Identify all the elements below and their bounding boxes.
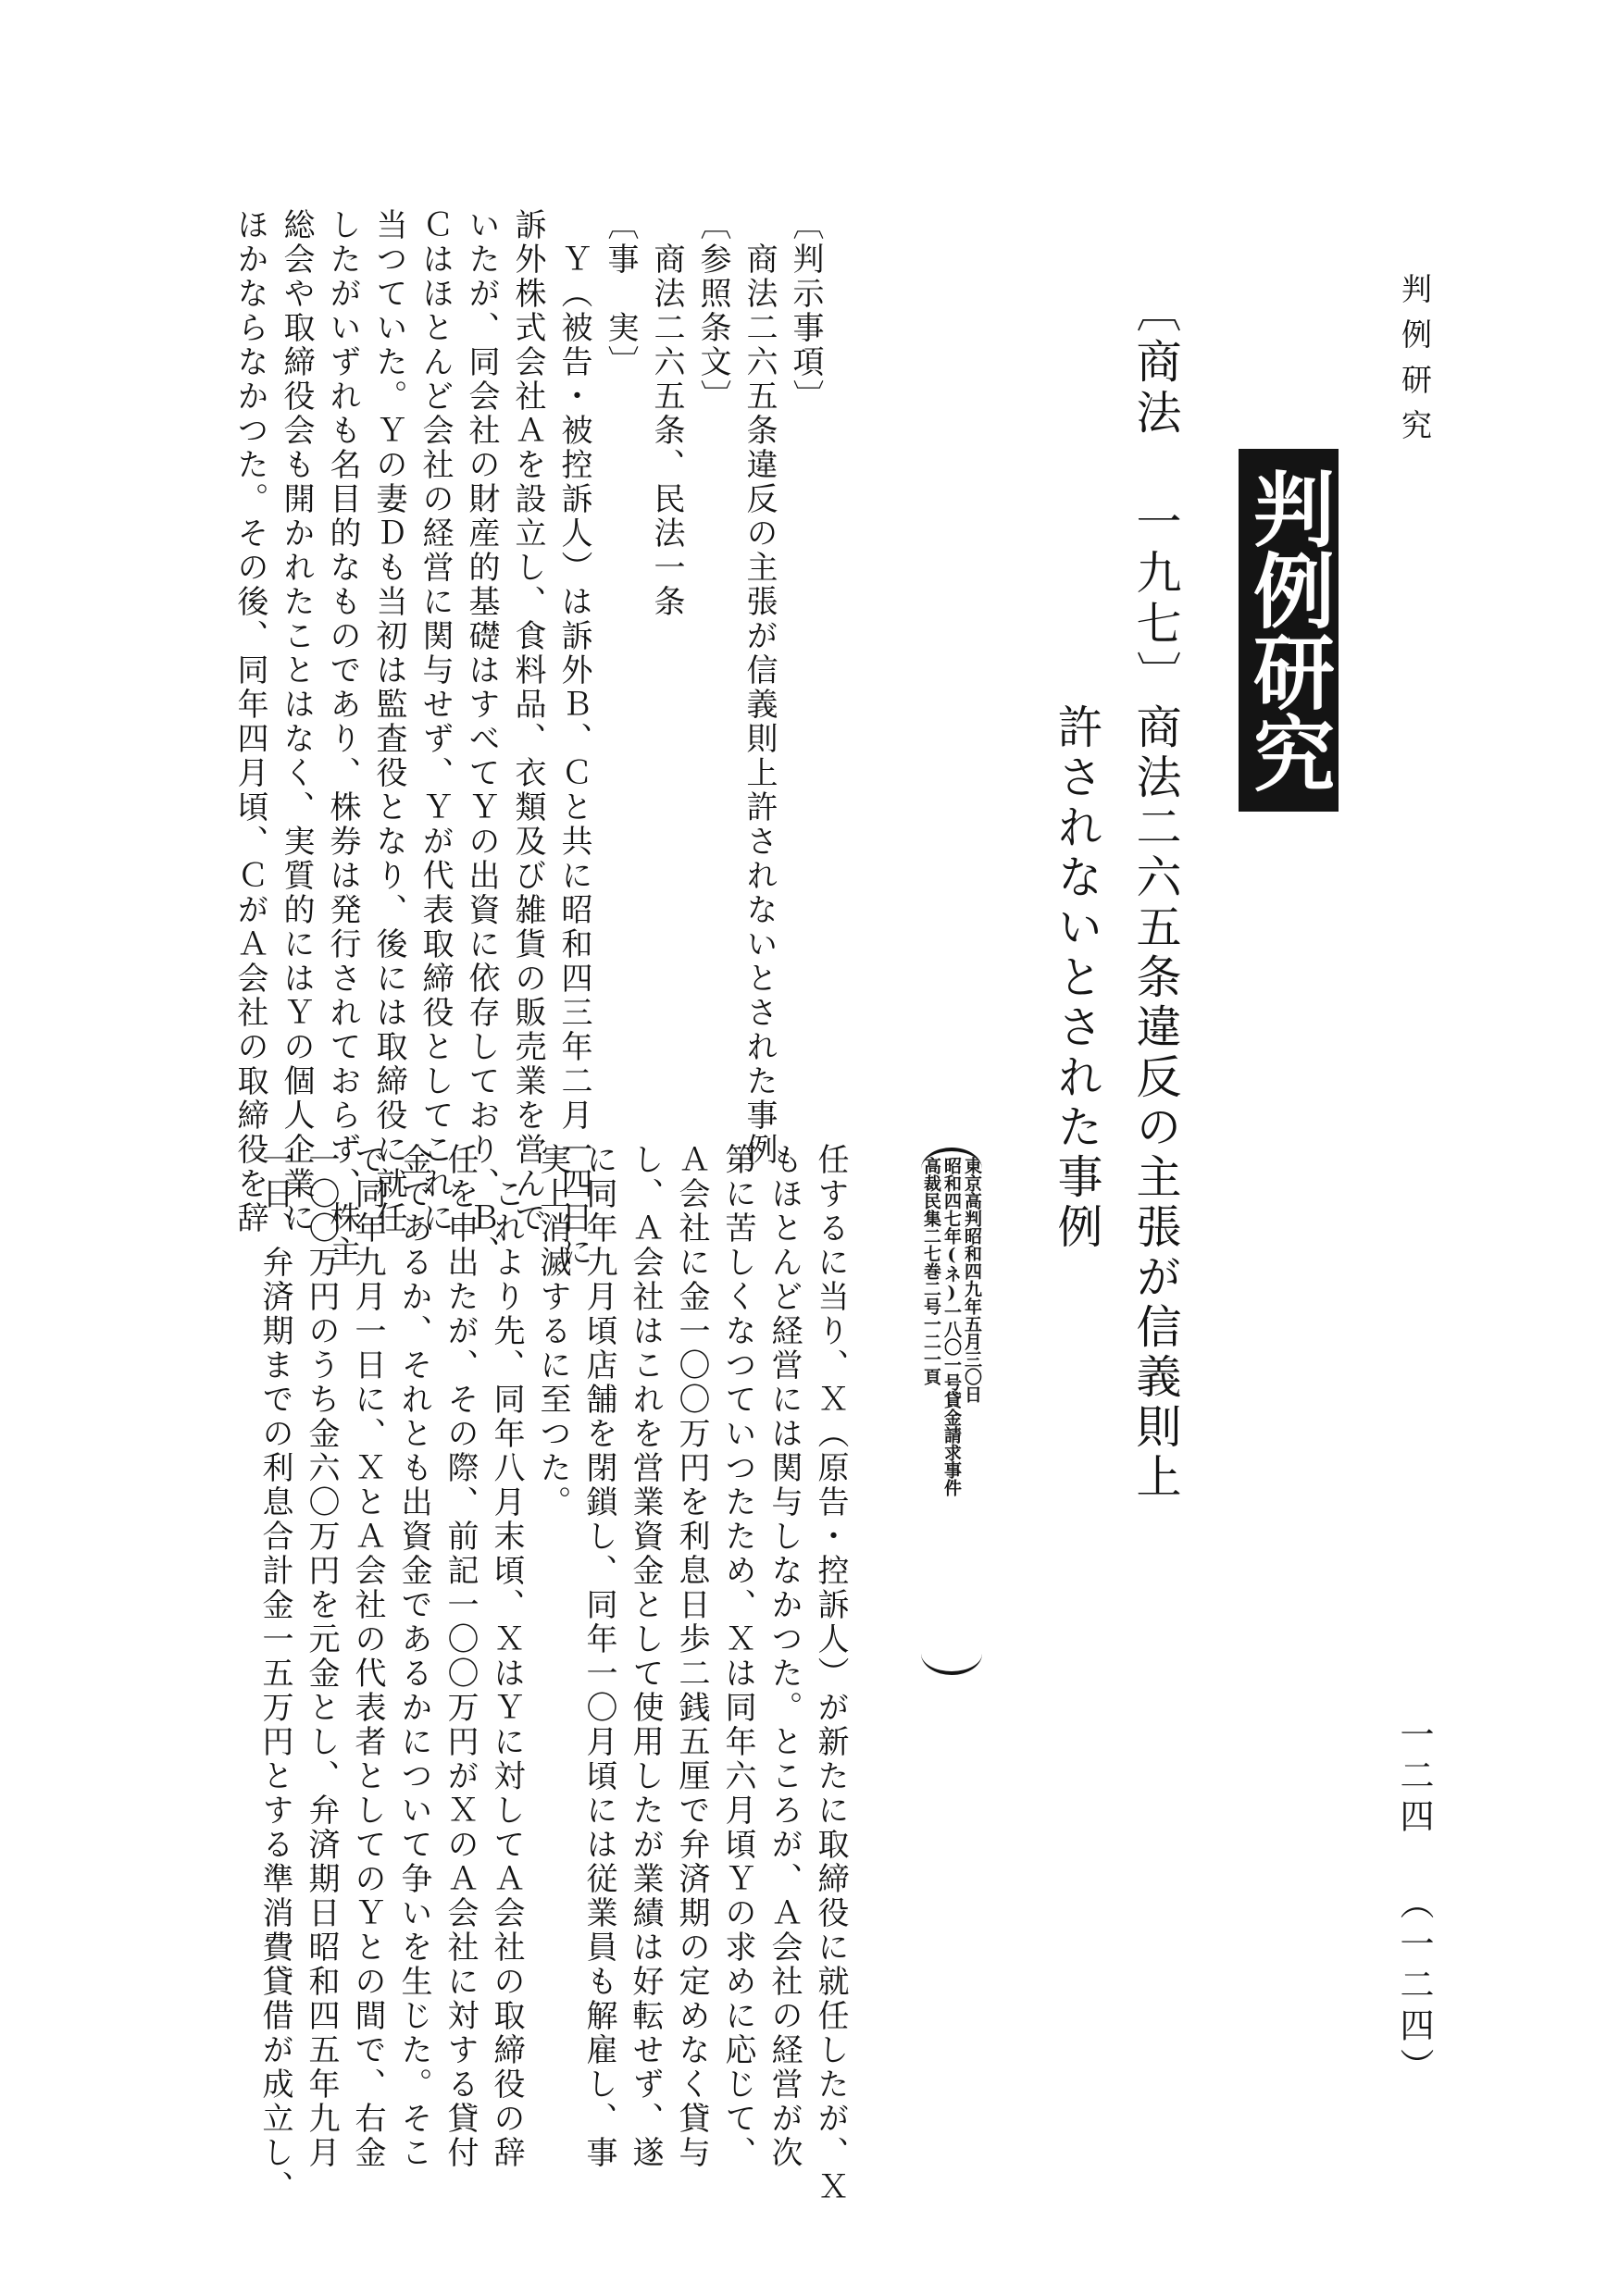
text-column: 商法二六五条、民法一条: [648, 208, 685, 619]
text-column: 金であるか、それとも出資金であるかについて争いを生じた。そこ: [395, 1143, 432, 2170]
text-column: 当つていた。Ｙの妻Ｄも当初は監査役となり、後には取締役に就任: [370, 208, 407, 1235]
court-citation: [921, 1148, 982, 1675]
text-column: 訴外株式会社Ａを設立し、食料品、衣類及び雑貨の販売業を営んで: [509, 208, 546, 1235]
text-column: 〔参照条文〕: [694, 208, 731, 414]
text-column: 任を申出たが、その際、前記一〇〇万円がＸのＡ会社に対する貸付: [442, 1143, 479, 2170]
section-badge: 判例研究: [1239, 449, 1339, 812]
court-citation-line: 昭和四七年(ネ)一八〇一号貸金請求事件: [941, 1157, 962, 1496]
text-column: Ｃはほとんど会社の経営に関与せず、Ｙが代表取締役としてこれに: [417, 208, 454, 1235]
running-header: 判例研究: [1397, 273, 1433, 454]
case-label: 〔商法 一九七〕: [1129, 287, 1182, 701]
text-column: いたが、同会社の財産的基礎はすべてＹの出資に依存しており、Ｂ、: [463, 208, 500, 1270]
text-column: Ａ会社に金一〇〇万円を利息日歩二銭五厘で弁済期の定めなく貸与: [673, 1143, 710, 2170]
court-citation-line: 東京高判昭和四九年五月三〇日: [962, 1157, 982, 1403]
text-column: 〔事 実〕: [602, 208, 639, 379]
text-column: に同年九月頃店舗を閉鎖し、同年一〇月頃には従業員も解雇し、事: [580, 1143, 617, 2170]
text-column: 商法二六五条違反の主張が信義則上許されないとされた事例: [741, 208, 778, 1167]
text-column: これより先、同年八月末頃、ＸはＹに対してＡ会社の取締役の辞: [488, 1143, 525, 2170]
text-column: 実上消滅するに至つた。: [534, 1143, 571, 1520]
text-column: 〔判示事項〕: [787, 208, 824, 414]
text-column: 一日、弁済期までの利息合計金一五万円とする準消費貸借が成立し、: [256, 1143, 293, 2204]
article-title-line-1: 商法二六五条違反の主張が信義則上: [1129, 703, 1182, 1503]
text-column: 一〇〇万円のうち金六〇万円を元金とし、弁済期日昭和四五年九月: [303, 1143, 340, 2170]
text-column: 第に苦しくなつていつたため、Ｘは同年六月頃Ｙの求めに応じて、: [719, 1143, 756, 2170]
text-column: もほとんど経営には関与しなかつた。ところが、Ａ会社の経営が次: [766, 1143, 803, 2170]
text-column: 総会や取締役会も開かれたことはなく、実質的にはＹの個人企業に: [278, 208, 315, 1235]
text-column: で同年九月一日に、ＸとＡ会社の代表者としてのＹとの間で、右金: [349, 1143, 386, 2170]
text-column: Ｙ（被告・被控訴人）は訴外Ｂ、Ｃと共に昭和四三年二月一四日に: [555, 208, 592, 1270]
text-column: ほかならなかつた。その後、同年四月頃、ＣがＡ会社の取締役を辞: [231, 208, 268, 1235]
text-column: 任するに当り、Ｘ（原告・控訴人）が新たに取締役に就任したが、Ｘ: [812, 1143, 849, 2204]
text-column: したがいずれも名目的なものであり、株券は発行されておらず、株主: [324, 208, 361, 1270]
court-citation-line: 高裁民集二七巻二号一二一頁: [921, 1157, 941, 1385]
article-title-line-2: 許されないとされた事例: [1051, 703, 1103, 1253]
page-number: 一二四 （一二四）: [1394, 1717, 1434, 2089]
text-column: し、Ａ会社はこれを営業資金として使用したが業績は好転せず、遂: [627, 1143, 664, 2170]
